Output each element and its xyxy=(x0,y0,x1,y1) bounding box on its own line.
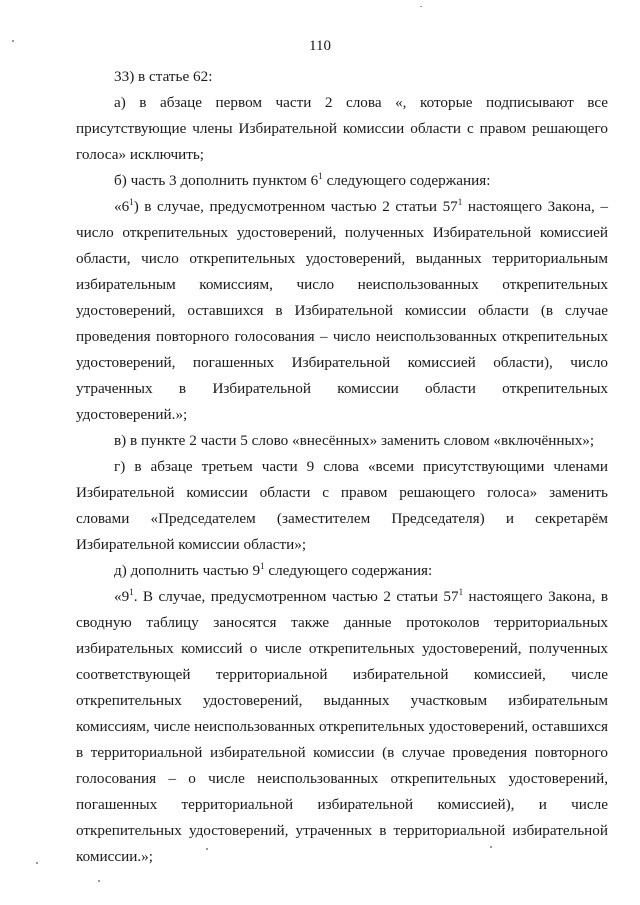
text-run: д) дополнить частью 9 xyxy=(114,562,261,579)
superscript-index: 1 xyxy=(129,197,134,207)
page-number: 110 xyxy=(309,38,331,54)
text-run: «9 xyxy=(114,588,130,605)
text-run: б) часть 3 дополнить пунктом 6 xyxy=(114,172,319,189)
paragraph-item-a xyxy=(76,90,608,168)
paragraph-item-v xyxy=(76,428,608,454)
text-run: «6 xyxy=(114,198,130,215)
superscript-index: 1 xyxy=(458,587,464,597)
text-run: следующего содержания: xyxy=(322,172,491,189)
superscript-index: 1 xyxy=(260,561,265,571)
text-run: . В случае, предусмотренном частью 2 статьи 57 xyxy=(133,588,459,605)
paragraph-point-6-1 xyxy=(76,194,608,428)
text-run: в) в пункте 2 части 5 слово «внесённых» заменить словом «включённых»; xyxy=(114,432,595,449)
superscript-index: 1 xyxy=(457,197,463,207)
paragraph-article-62-heading xyxy=(76,64,608,90)
text-run: г) в абзаце третьем части 9 слова «всеми присутствующими членами Избирательной комиссии области с правом решающего голоса» заменить словами «Председателем (заместителем Председателя) и секретарём Избирательной комиссии области»; xyxy=(76,458,608,553)
scan-speck xyxy=(420,6,422,7)
text-run: а) в абзаце первом части 2 слова «, которые подписывают все присутствующие члены Избирательной комиссии области с правом решающего голоса» исключить; xyxy=(76,94,608,163)
text-run: настоящего Закона, – число открепительных удостоверений, полученных Избирательной комиссией области, число открепительных удостоверений, выданных территориальным избирательным комиссиям, число неиспользованных открепительных удостоверений, оставшихся в Избирательной комиссии области (в случае проведения повторного голосования – число неиспользованных открепительных удостоверений, погашенных Избирательной комиссией области), число утраченных в Избирательной комиссии области открепительных удостоверений.»; xyxy=(76,198,608,423)
text-run: 33) в статье 62: xyxy=(114,68,213,85)
scan-speck xyxy=(12,40,14,42)
superscript-index: 1 xyxy=(318,171,323,181)
text-run: настоящего Закона, в сводную таблицу заносятся также данные протоколов территориальных избирательных комиссий о числе открепительных удостоверений, полученных соответствующей территориальной избирательной комиссией, числе открепительных удостоверений, выданных участковым избирательным комиссиям, числе неиспользованных открепительных удостоверений, оставшихся в территориальной избирательной комиссии (в случае проведения повторного голосования – о числе неиспользованных открепительных удостоверений, погашенных территориальной избирательной комиссией), и числе открепительных удостоверений, утраченных в территориальной избирательной комиссии.»; xyxy=(76,588,608,865)
scan-speck xyxy=(98,880,100,882)
paragraph-part-9-1 xyxy=(76,584,608,870)
superscript-index: 1 xyxy=(129,587,134,597)
text-run: следующего содержания: xyxy=(264,562,433,579)
document-body xyxy=(76,64,608,870)
scan-speck xyxy=(206,848,208,850)
paragraph-item-g xyxy=(76,454,608,558)
text-run: ) в случае, предусмотренном частью 2 статьи 57 xyxy=(133,198,458,215)
scan-speck xyxy=(490,846,492,848)
paragraph-item-d xyxy=(76,558,608,584)
paragraph-item-b xyxy=(76,168,608,194)
scan-speck xyxy=(36,862,38,864)
